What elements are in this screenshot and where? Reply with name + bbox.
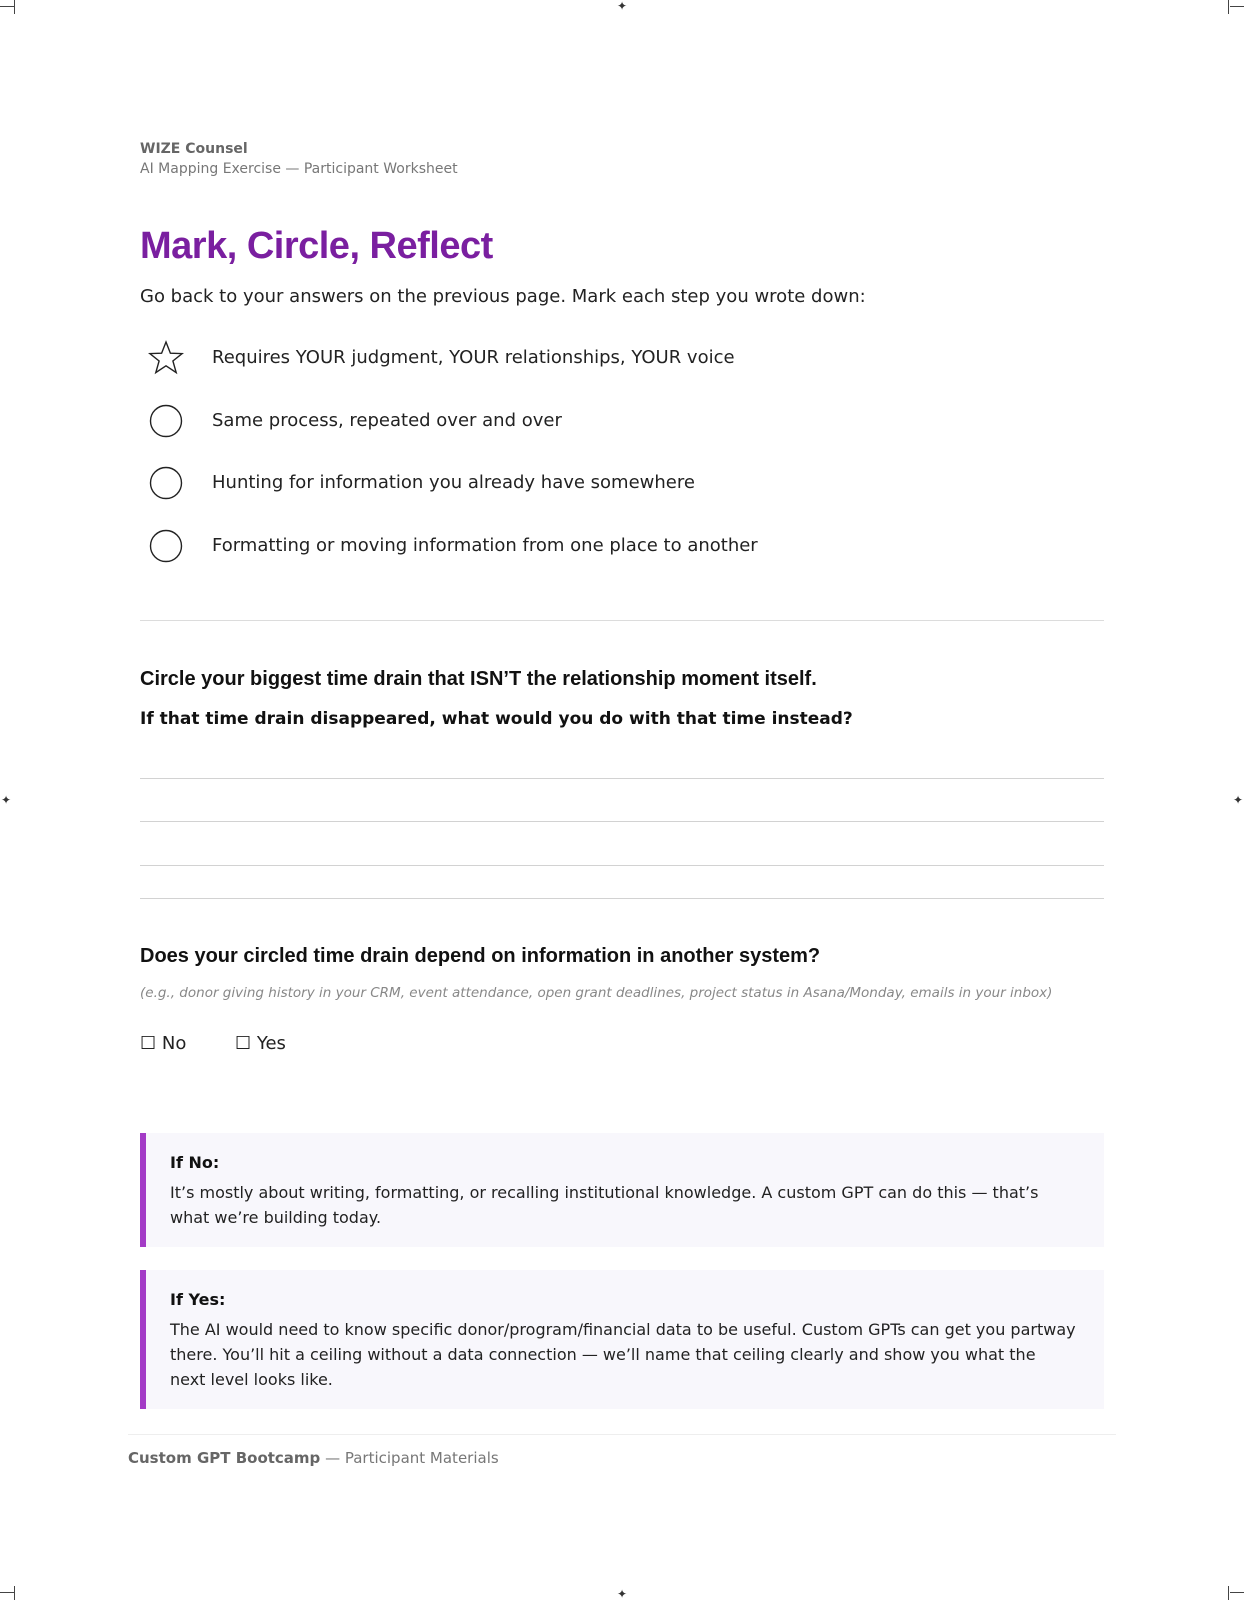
footer-suffix: — Participant Materials — [325, 1449, 499, 1467]
callout-body: It’s mostly about writing, formatting, or recalling institutional knowledge. A custom GPT can do this — that’s what we’re building today. — [170, 1183, 1039, 1227]
option-yes-checkbox[interactable]: ☐ Yes — [235, 1033, 286, 1054]
registration-mark: ✦ — [0, 793, 12, 807]
crop-mark — [1230, 1592, 1244, 1593]
legend-label: Formatting or moving information from one place to another — [212, 535, 758, 556]
footer-brand: Custom GPT Bootcamp — [128, 1449, 321, 1467]
callout-body: The AI would need to know specific donor/program/financial data to be useful. Custom GPTs can get you partway there. You’ll hit a ceiling without a data connection — we’ll name that ceiling clearly and show you what the next level looks like. — [170, 1320, 1076, 1389]
circle-icon — [148, 465, 184, 501]
crop-mark — [14, 0, 15, 14]
section-divider — [140, 620, 1104, 621]
circle-icon — [148, 528, 184, 564]
option-no-checkbox[interactable]: ☐ No — [140, 1033, 187, 1054]
intro-text: Go back to your answers on the previous page. Mark each step you wrote down: — [140, 286, 866, 307]
footer — [128, 1449, 499, 1467]
callout-title: If No: — [170, 1153, 220, 1172]
question-heading: Circle your biggest time drain that ISN’T the relationship moment itself. — [140, 668, 817, 690]
answer-line[interactable] — [140, 821, 1104, 822]
callout-if-no — [140, 1133, 1104, 1247]
crop-mark — [0, 6, 14, 7]
legend-item-formatting — [140, 526, 940, 566]
org-name: WIZE Counsel — [140, 141, 248, 157]
question-heading: Does your circled time drain depend on information in another system? — [140, 945, 821, 967]
callout-title: If Yes: — [170, 1290, 226, 1309]
legend-item-repeated — [140, 401, 940, 441]
answer-line[interactable] — [140, 778, 1104, 779]
answer-line[interactable] — [140, 898, 1104, 899]
star-icon — [148, 340, 184, 376]
question-subheading: If that time drain disappeared, what would you do with that time instead? — [140, 709, 853, 729]
registration-mark: ✦ — [616, 0, 628, 13]
circle-icon — [148, 403, 184, 439]
crop-mark — [1228, 1586, 1229, 1600]
legend-label: Hunting for information you already have somewhere — [212, 472, 695, 493]
worksheet-page — [128, 0, 1104, 1600]
legend-label: Requires YOUR judgment, YOUR relationships, YOUR voice — [212, 347, 735, 368]
registration-mark: ✦ — [616, 1587, 628, 1601]
question-hint: (e.g., donor giving history in your CRM, event attendance, open grant deadlines, project status in Asana/Monday, emails in your inbox) — [140, 985, 1053, 1001]
legend-label: Same process, repeated over and over — [212, 410, 562, 431]
document-subtitle: AI Mapping Exercise — Participant Worksheet — [140, 161, 458, 177]
crop-mark — [1228, 0, 1229, 14]
legend-item-judgment — [140, 338, 940, 378]
legend-item-hunting — [140, 463, 940, 503]
crop-mark — [14, 1586, 15, 1600]
footer-divider — [128, 1434, 1116, 1435]
page-title: Mark, Circle, Reflect — [140, 225, 493, 267]
callout-if-yes — [140, 1270, 1104, 1409]
registration-mark: ✦ — [1232, 793, 1244, 807]
crop-mark — [0, 1592, 14, 1593]
crop-mark — [1230, 6, 1244, 7]
answer-line[interactable] — [140, 865, 1104, 866]
